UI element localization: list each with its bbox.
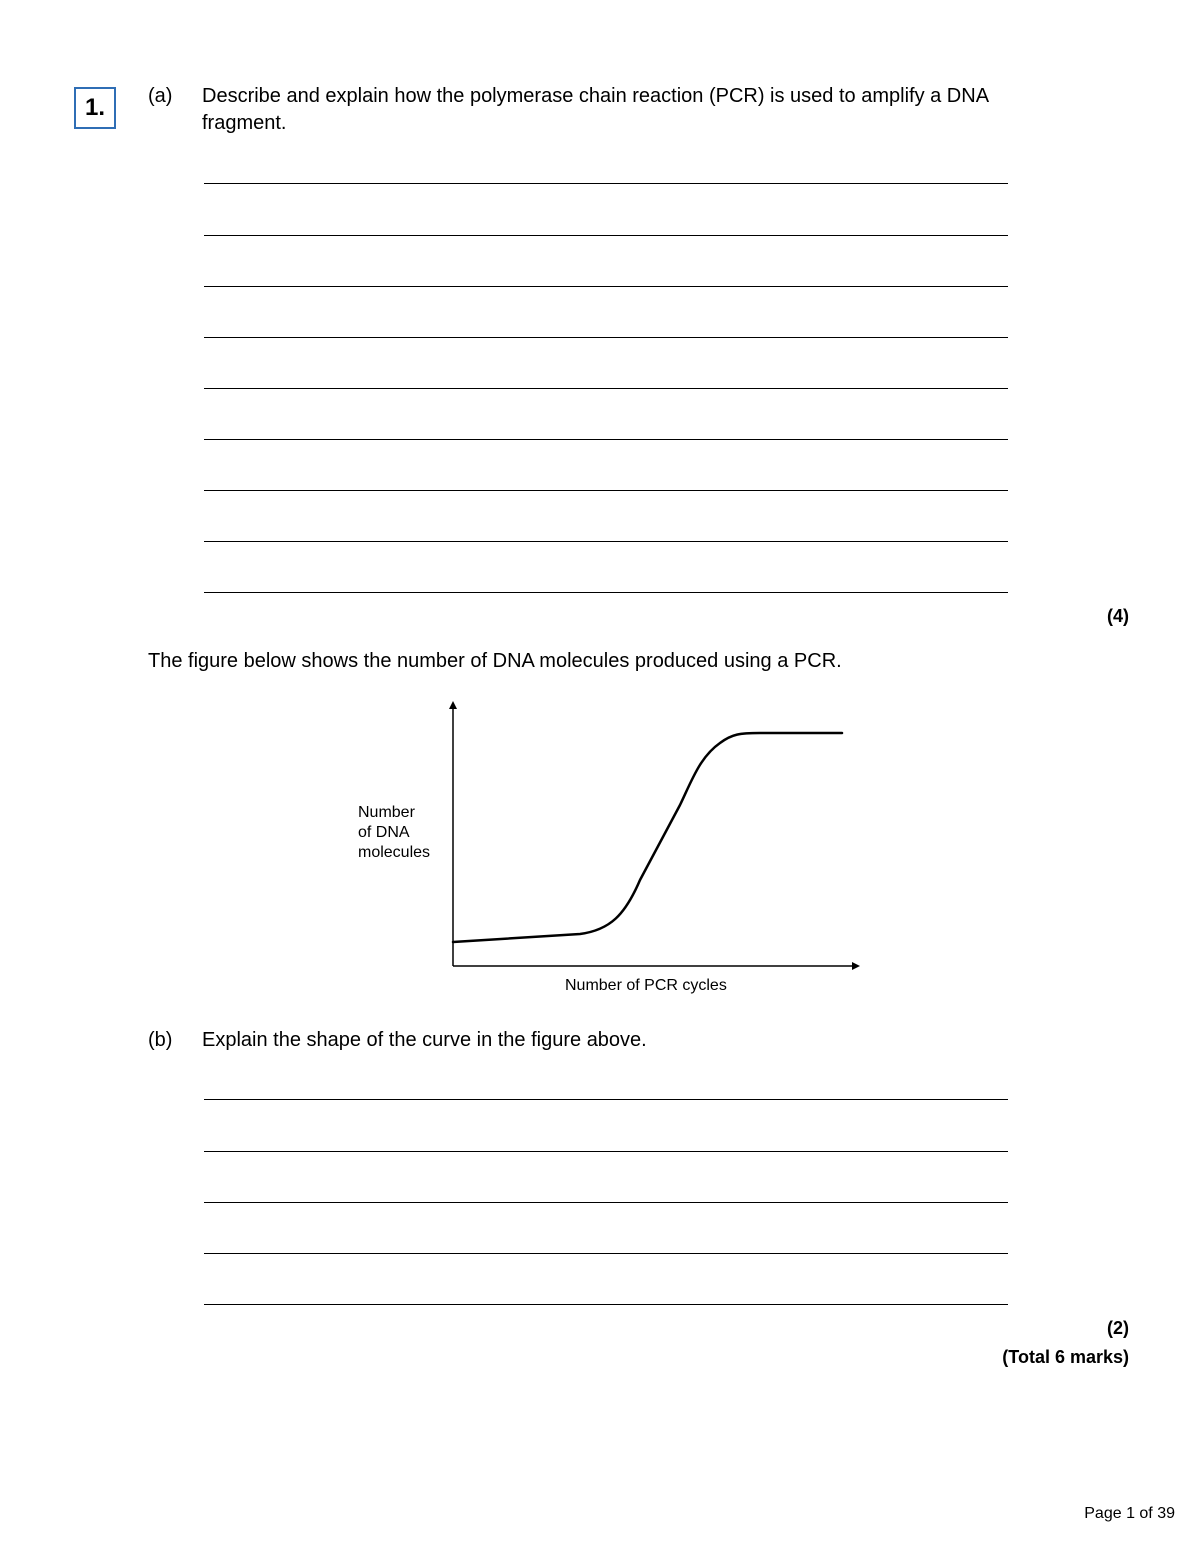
answer-line-b4[interactable] <box>204 1253 1008 1254</box>
part-a-label: (a) <box>148 85 173 107</box>
total-marks: (Total 6 marks) <box>1002 1347 1129 1367</box>
y-axis-label-line1: Number <box>358 804 415 821</box>
part-a-marks: (4) <box>1107 606 1129 626</box>
pcr-figure <box>340 695 880 1005</box>
question-number-box <box>74 87 116 129</box>
answer-line-a4[interactable] <box>204 337 1008 338</box>
answer-line-a6[interactable] <box>204 439 1008 440</box>
part-a-question <box>202 83 1082 137</box>
dna-growth-curve <box>453 733 842 942</box>
question-number: 1. <box>84 94 105 121</box>
part-b-marks: (2) <box>1107 1318 1129 1338</box>
answer-line-a8[interactable] <box>204 541 1008 542</box>
answer-line-b5[interactable] <box>204 1304 1008 1305</box>
answer-line-a1[interactable] <box>204 183 1008 184</box>
answer-line-a2[interactable] <box>204 235 1008 236</box>
part-a-text-line2: fragment. <box>202 112 287 134</box>
figure-intro: The figure below shows the number of DNA molecules produced using a PCR. <box>148 650 842 672</box>
answer-line-a7[interactable] <box>204 490 1008 491</box>
y-axis-label-line2: of DNA <box>358 824 410 841</box>
answer-line-b1[interactable] <box>204 1099 1008 1100</box>
answer-line-b2[interactable] <box>204 1151 1008 1152</box>
part-b-question: Explain the shape of the curve in the figure above. <box>202 1029 647 1051</box>
answer-line-b3[interactable] <box>204 1202 1008 1203</box>
answer-line-a5[interactable] <box>204 388 1008 389</box>
x-axis-label: Number of PCR cycles <box>565 977 727 994</box>
y-axis-label <box>358 803 430 863</box>
answer-line-a3[interactable] <box>204 286 1008 287</box>
part-a-text-line1: Describe and explain how the polymerase chain reaction (PCR) is used to amplify a DNA <box>202 85 990 107</box>
answer-line-a9[interactable] <box>204 592 1008 593</box>
part-b-label: (b) <box>148 1029 173 1051</box>
page-number: Page 1 of 39 <box>1084 1505 1175 1522</box>
y-axis-label-line3: molecules <box>358 844 431 861</box>
